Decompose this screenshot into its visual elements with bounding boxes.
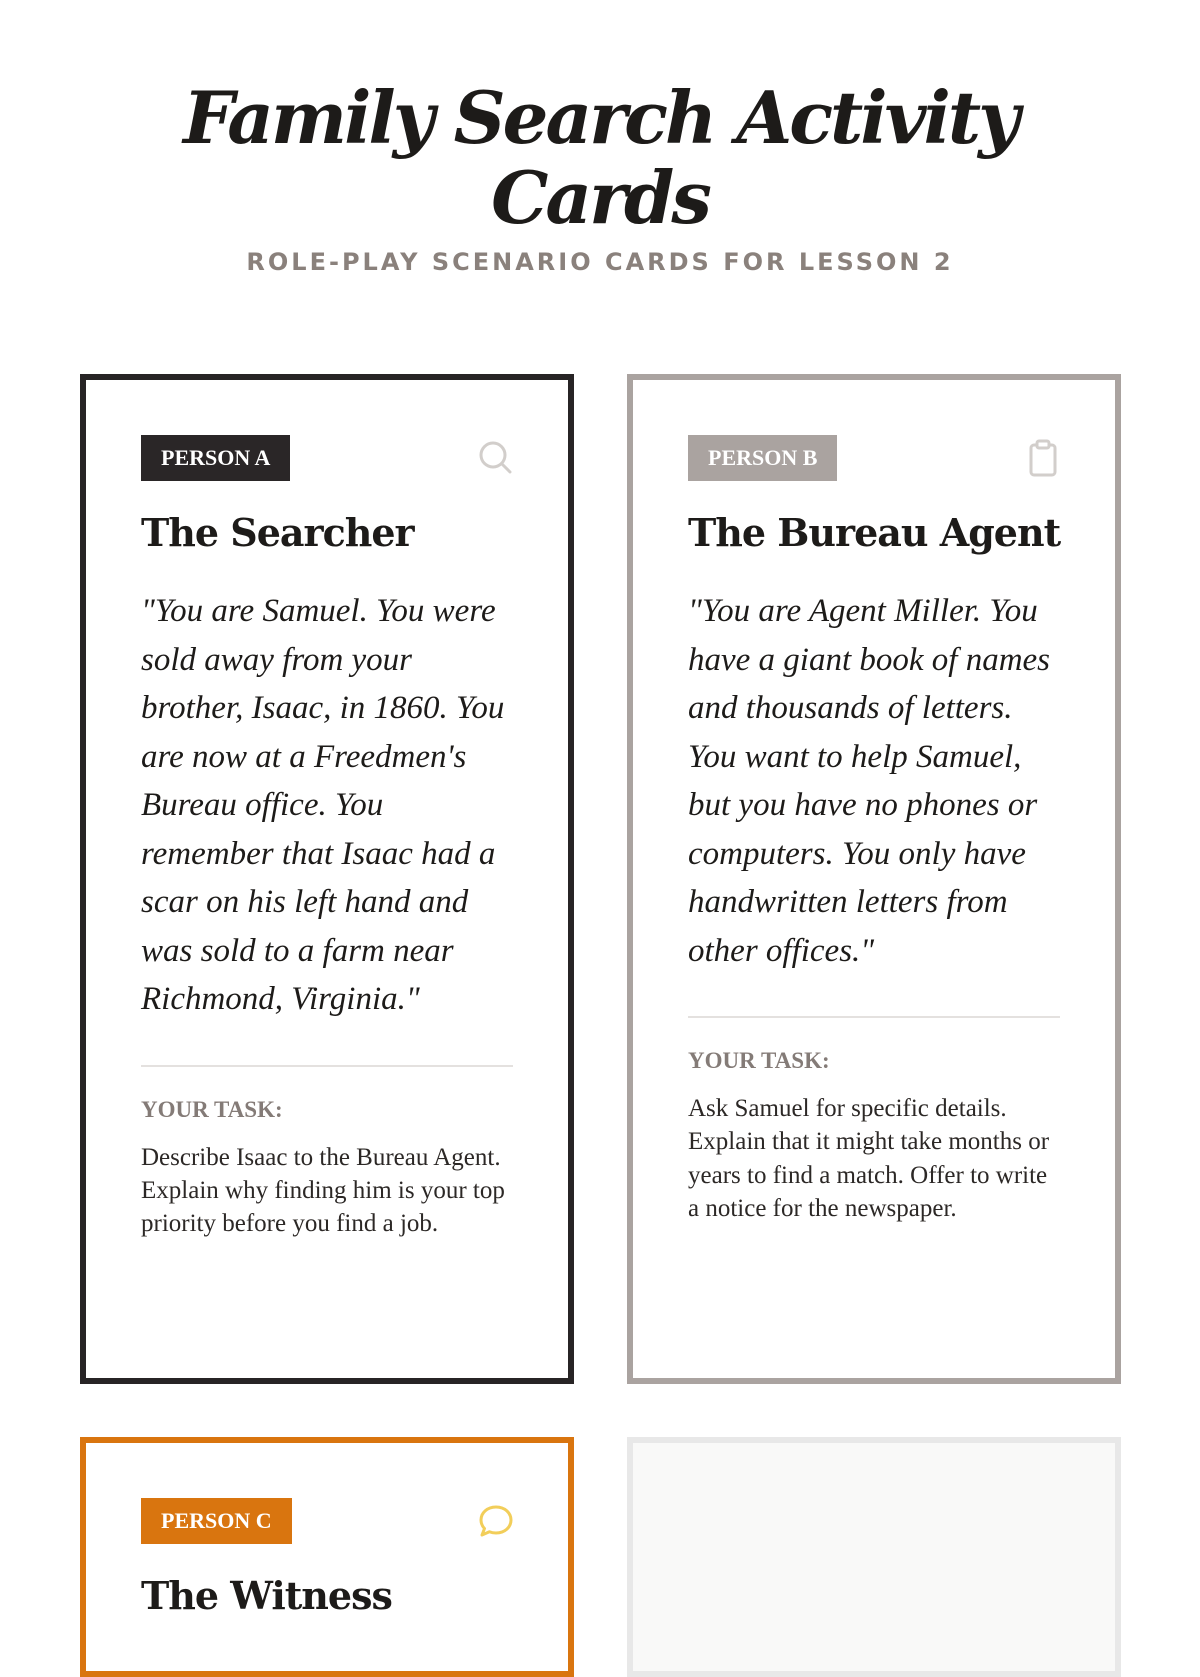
card-content [141,435,513,1240]
card-title: The Witness [141,1573,392,1618]
clipboard-icon [1024,439,1062,477]
card-quote: "You are Agent Miller. You have a giant book of names and thousands of letters. You want to help Samuel, but you have no phones or computers. You only have handwritten letters from other offices." [688,593,1051,969]
task-label: YOUR TASK: [141,1096,283,1122]
page-title: Family Search Activity Cards [183,75,1017,240]
task-text: Describe Isaac to the Bureau Agent. Explain why finding him is your top priority before you find a job. [141,1143,505,1238]
card-title: The Bureau Agent [688,510,1061,555]
card-content [688,435,1060,1225]
task-text: Ask Samuel for specific details. Explain that it might take months or years to find a match. Offer to write a notice for the newspaper. [688,1095,1050,1222]
card-person-a [80,374,574,1384]
card-person-b [627,374,1121,1384]
search-icon [477,439,515,477]
divider [141,1065,513,1067]
speech-bubble-icon [477,1502,515,1540]
divider [688,1016,1060,1018]
page-header [0,75,1200,276]
card-content [141,1498,513,1620]
card-person-c [80,1437,574,1677]
person-badge: PERSON A [141,435,290,481]
empty-card-placeholder [627,1437,1121,1677]
task-label: YOUR TASK: [688,1048,830,1073]
person-badge: PERSON B [688,435,837,481]
card-title: The Searcher [141,510,414,555]
person-badge: PERSON C [141,1498,292,1544]
page-subtitle: ROLE-PLAY SCENARIO CARDS FOR LESSON 2 [246,248,954,276]
card-quote: "You are Samuel. You were sold away from your brother, Isaac, in 1860. You are now at a Freedmen's Bureau office. You remember that Isaac had a scar on his left hand and was sold to a farm near Richmond, Virginia." [141,593,505,1017]
